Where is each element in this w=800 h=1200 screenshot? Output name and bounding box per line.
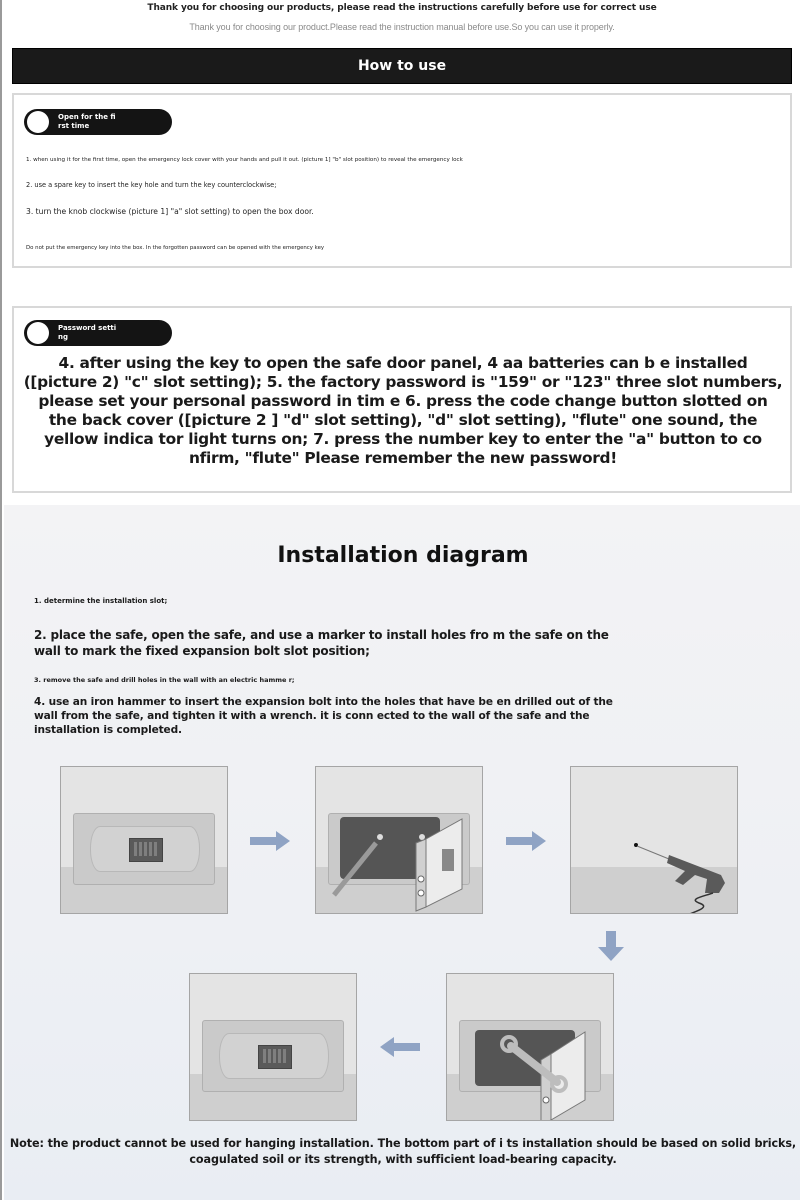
picture-tighten-wrench xyxy=(446,973,614,1121)
arrow-left-icon xyxy=(380,1037,420,1057)
installation-step: 1. determine the installation slot; xyxy=(34,597,168,605)
installation-section xyxy=(4,505,800,1200)
arrow-down-icon xyxy=(598,931,624,961)
arrow-right-icon xyxy=(506,831,546,851)
password-setting-card xyxy=(12,306,792,493)
picture-drill-holes xyxy=(570,766,738,914)
installation-step: 3. remove the safe and drill holes in the wall with an electric hamme r; xyxy=(34,676,295,684)
installation-note: Note: the product cannot be used for hanging installation. The bottom part of i ts installation should be based on solid bricks, coagulated soil or its strength, with sufficient load-bearing capacity. xyxy=(9,1137,797,1166)
safe-closed-icon xyxy=(202,1020,344,1092)
intro-heading: Thank you for choosing our products, please read the instructions carefully before use for correct use xyxy=(147,3,657,13)
circle-icon xyxy=(27,111,49,133)
how-to-use-banner xyxy=(12,48,792,84)
wrench-icon xyxy=(447,974,614,1121)
instruction-step: 1. when using it for the first time, open the emergency lock cover with your hands and pull it out. (picture 1] "b" slot position) to reveal the emergency lock xyxy=(26,157,463,163)
pill-label: Password setti ng xyxy=(58,324,117,341)
intro-subheading: Thank you for choosing our product.Please read the instruction manual before use.So you can use it properly. xyxy=(189,22,615,32)
picture-installation-complete xyxy=(189,973,357,1121)
keypad-icon xyxy=(258,1045,292,1069)
installation-step: 4. use an iron hammer to insert the expansion bolt into the holes that have be en drilled out of the wall from the safe, and tighten it with a wrench. it is conn ected to the wall of the safe and the installation is completed. xyxy=(34,696,613,736)
picture-mark-holes xyxy=(315,766,483,914)
marker-icon xyxy=(316,767,483,914)
pill-label: Open for the fi rst time xyxy=(58,113,116,130)
section-pill xyxy=(24,320,172,346)
installation-title: Installation diagram xyxy=(277,543,529,568)
warning-note: Do not put the emergency key into the box. In the forgotten password can be opened with the emergency key xyxy=(26,245,325,251)
safe-closed-icon xyxy=(73,813,215,885)
instruction-step: 2. use a spare key to insert the key hole and turn the key counterclockwise; xyxy=(26,181,277,189)
password-instructions: 4. after using the key to open the safe door panel, 4 aa batteries can b e installed ([picture 2) "c" slot setting); 5. the factory password is "159" or "123" three slot numbers, please set your personal password in tim e 6. press the code change button slotted on the back cover ([picture 2 ] "d" slot setting), "d" slot setting), "flute" one sound, the yellow indica tor light turns on; 7. press the number key to enter the "a" button to co nfirm, "flute" Please remember the new password! xyxy=(23,354,783,467)
section-pill xyxy=(24,109,172,135)
arrow-right-icon xyxy=(250,831,290,851)
open-first-time-card xyxy=(12,93,792,268)
picture-safe-placed xyxy=(60,766,228,914)
keypad-icon xyxy=(129,838,163,862)
installation-step: 2. place the safe, open the safe, and use a marker to install holes fro m the safe on the wall to mark the fixed expansion bolt slot position; xyxy=(34,628,609,658)
electric-drill-icon xyxy=(571,767,738,914)
banner-title: How to use xyxy=(357,58,447,74)
circle-icon xyxy=(27,322,49,344)
instruction-step: 3. turn the knob clockwise (picture 1] "a" slot setting) to open the box door. xyxy=(26,207,314,216)
